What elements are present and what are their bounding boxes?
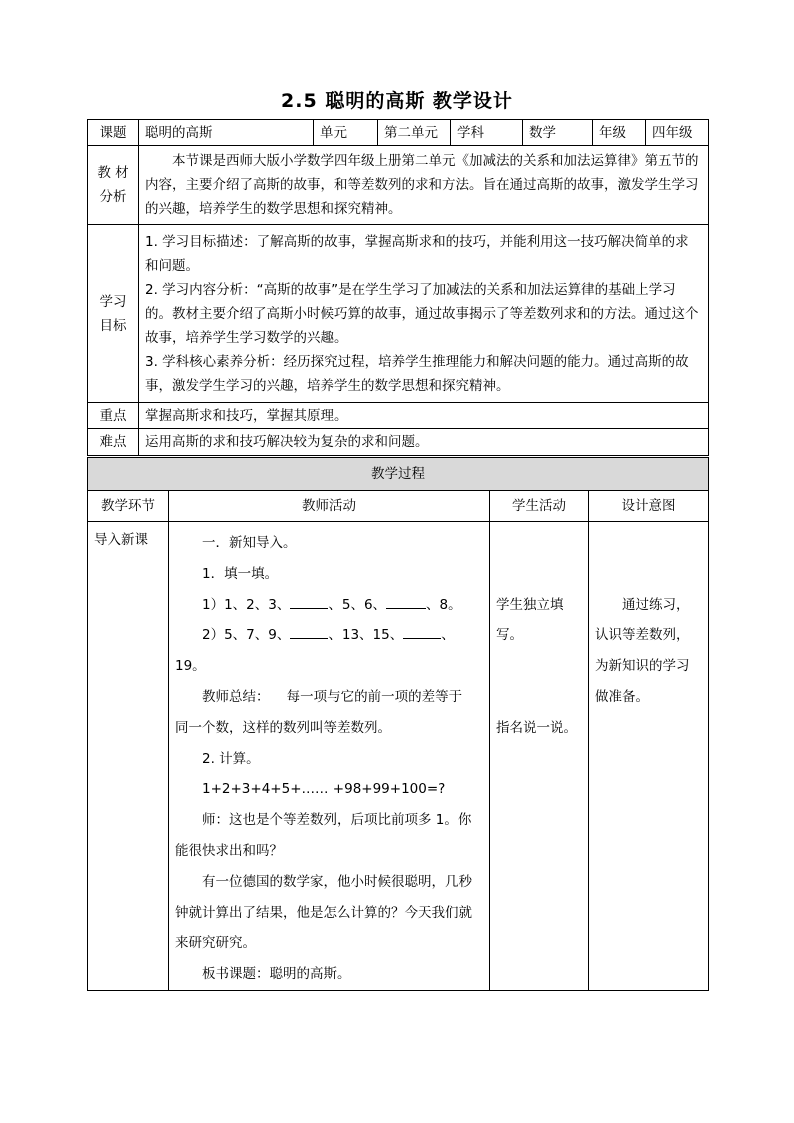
analysis-row (88, 146, 709, 225)
goals-cell (139, 225, 709, 403)
column-header-row (88, 491, 709, 522)
key-point-text: 掌握高斯求和技巧，掌握其原理。 (139, 403, 709, 429)
goal-item: 3. 学科核心素养分析：经历探究过程，培养学生推理能力和解决问题的能力。通过高斯的故事，激发学生学习的兴趣，培养学生的数学思想和探究精神。 (145, 353, 689, 394)
design-intent-line: 做准备。 (595, 688, 649, 705)
teacher-activity-cell (169, 522, 490, 991)
info-table (87, 119, 709, 456)
page-title: 2.5 聪明的高斯 教学设计 (281, 90, 513, 112)
teacher-line: 板书课题：聪明的高斯。 (202, 966, 351, 983)
goal-item: 2. 学习内容分析：“高斯的故事”是在学生学习了加减法的关系和加法运算律的基础上学习的。教材主要介绍了高斯小时候巧算的故事，通过故事揭示了等差数列求和的方法。通过这个故事，培养学生学习数学的兴趣。 (145, 281, 699, 346)
goals-label: 学习 目标 (88, 225, 139, 403)
teacher-line: 能很快求出和吗？ (175, 842, 283, 859)
column-header: 教学环节 (88, 491, 169, 522)
teacher-line-fill-2: 2）5、7、9、 、13、15、 、 19。 (175, 627, 455, 675)
fill-blank (290, 596, 328, 609)
grade-value: 四年级 (646, 120, 709, 146)
topic-row (88, 120, 709, 146)
teacher-line: 有一位德国的数学家，他小时候很聪明，几秒 (202, 873, 472, 890)
teacher-line: 1+2+3+4+5+…… +98+99+100=? (202, 781, 446, 798)
teacher-line: 师：这也是个等差数列，后项比前项多 1。你 (202, 812, 472, 829)
unit-label: 单元 (314, 120, 378, 146)
fill-blank (290, 626, 328, 639)
column-header: 设计意图 (589, 491, 709, 522)
topic-value: 聪明的高斯 (139, 120, 314, 146)
difficulty-label: 难点 (88, 429, 139, 456)
teacher-line: 钟就计算出了结果，他是怎么计算的？今天我们就 (175, 904, 472, 921)
teacher-line: 教师总结： 每一项与它的前一项的差等于 (202, 688, 463, 705)
design-intent-cell (589, 522, 709, 991)
design-intent-line: 认识等差数列， (595, 627, 690, 644)
key-point-row (88, 403, 709, 429)
analysis-label: 教 材 分析 (88, 146, 139, 225)
difficulty-text: 运用高斯的求和技巧解决较为复杂的求和问题。 (139, 429, 709, 456)
subject-value: 数学 (523, 120, 593, 146)
goals-row (88, 225, 709, 403)
subject-label: 学科 (451, 120, 523, 146)
teacher-line: 同一个数，这样的数列叫等差数列。 (175, 719, 391, 736)
teacher-line-fill-1: 1）1、2、3、 、5、6、 、8。 (202, 596, 462, 613)
fill-blank (386, 596, 426, 609)
fill-blank (403, 626, 441, 639)
process-body-row (88, 522, 709, 991)
student-activity: 指名说一说。 (496, 719, 577, 736)
teacher-line: 2. 计算。 (202, 750, 260, 767)
column-header: 教师活动 (169, 491, 490, 522)
process-header-row (88, 458, 709, 491)
stage-label: 导入新课 (94, 532, 148, 548)
design-intent-line: 为新知识的学习 (595, 658, 690, 675)
unit-value: 第二单元 (378, 120, 451, 146)
topic-label: 课题 (88, 120, 139, 146)
student-activity-cell (490, 522, 589, 991)
teacher-line: 来研究研究。 (175, 935, 256, 952)
design-intent-line: 通过练习， (622, 596, 690, 613)
process-header: 教学过程 (88, 458, 709, 491)
process-table (87, 457, 709, 991)
teacher-line: 一．新知导入。 (202, 535, 297, 551)
teacher-line: 1．填一填。 (202, 565, 279, 582)
grade-label: 年级 (593, 120, 646, 146)
difficulty-row (88, 429, 709, 456)
key-point-label: 重点 (88, 403, 139, 429)
column-header: 学生活动 (490, 491, 589, 522)
goal-item: 1. 学习目标描述：了解高斯的故事，掌握高斯求和的技巧，并能利用这一技巧解决简单的求和问题。 (145, 233, 689, 274)
analysis-text: 本节课是西师大版小学数学四年级上册第二单元《加减法的关系和加法运算律》第五节的内容，主要介绍了高斯的故事，和等差数列的求和方法。旨在通过高斯的故事，激发学生学习的兴趣，培养学生的数学思想和探究精神。 (145, 153, 699, 217)
stage-cell (88, 522, 169, 991)
student-activity: 学生独立填写。 (496, 596, 564, 644)
analysis-text-cell (139, 146, 709, 225)
